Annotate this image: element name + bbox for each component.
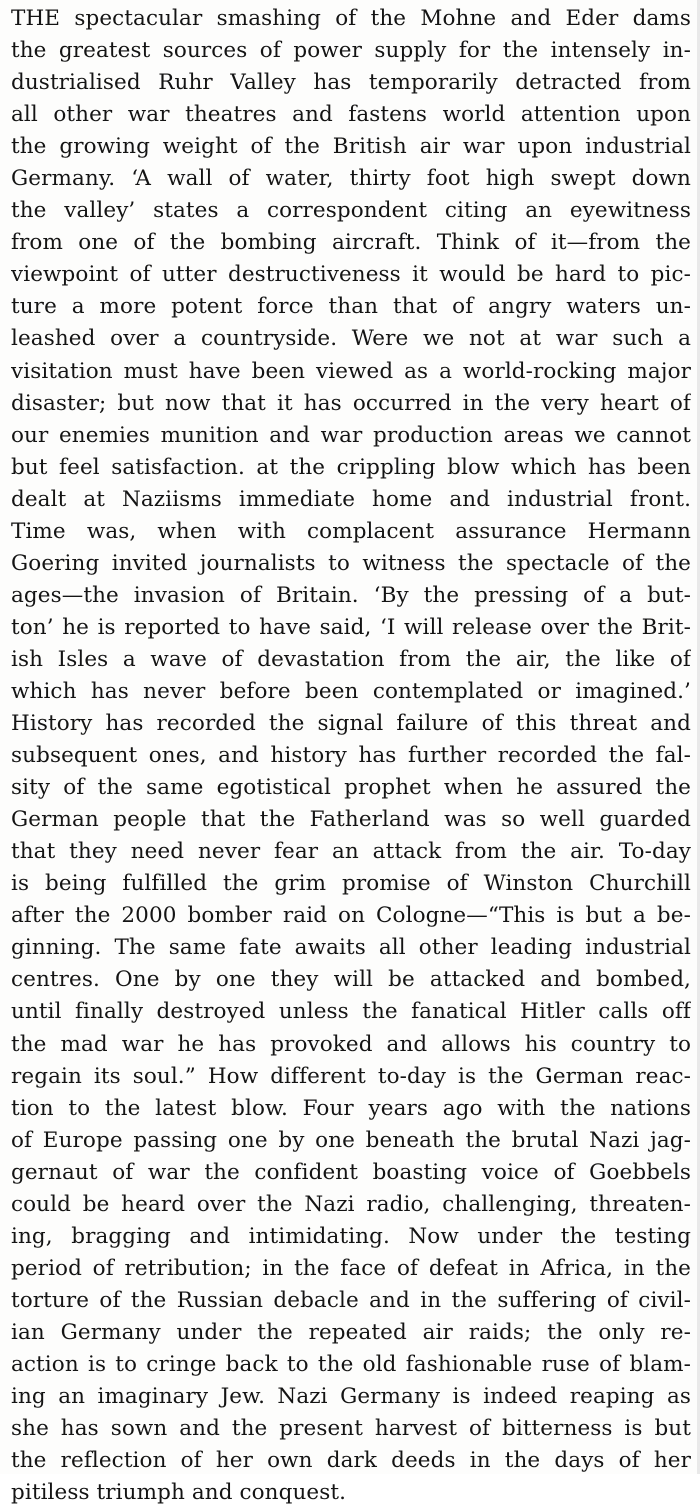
article-line: THE spectacular smashing of the Mohne and Eder dams (11, 6, 691, 31)
article-line: Germany. ‘A wall of water, thirty foot high swept down (11, 166, 691, 192)
article-line: the reflection of her own dark deeds in the days of her (11, 1448, 691, 1474)
article-line: German people that the Fatherland was so well guarded (11, 807, 691, 833)
article-line: ton’ he is reported to have said, ‘I will release over the Brit- (11, 614, 691, 640)
article-line: our enemies munition and war production areas we cannot (11, 422, 691, 448)
article-line: torture of the Russian debacle and in the suffering of civil- (11, 1287, 691, 1313)
article-line: action is to cringe back to the old fashionable ruse of blam- (11, 1351, 691, 1377)
article-line: after the 2000 bomber raid on Cologne—“This is but a be- (11, 903, 691, 929)
article-line: ages—the invasion of Britain. ‘By the pressing of a but- (11, 582, 691, 608)
article-line: the greatest sources of power supply for the intensely in- (11, 38, 691, 64)
article-column (11, 0, 691, 1509)
article-line: that they need never fear an attack from the air. To-day (11, 839, 691, 865)
article-line: dustrialised Ruhr Valley has temporarily detracted from (11, 70, 691, 96)
article-line: dealt at Naziisms immediate home and industrial front. (11, 486, 691, 512)
article-line: is being fulfilled the grim promise of Winston Churchill (11, 871, 691, 897)
article-line: tion to the latest blow. Four years ago with the nations (11, 1095, 691, 1121)
article-line: until finally destroyed unless the fanatical Hitler calls off (11, 999, 691, 1025)
article-line: the valley’ states a correspondent citing an eyewitness (11, 198, 691, 224)
article-line: ing, bragging and intimidating. Now under the testing (11, 1223, 691, 1249)
article-line: from one of the bombing aircraft. Think of it—from the (11, 230, 691, 256)
article-line: which has never before been contemplated or imagined.’ (11, 678, 691, 704)
article-line: Time was, when with complacent assurance Hermann (11, 518, 691, 544)
article-line: the mad war he has provoked and allows his country to (11, 1031, 691, 1057)
article-line: leashed over a countryside. Were we not at war such a (11, 326, 691, 352)
article-line: ish Isles a wave of devastation from the air, the like of (11, 646, 691, 672)
article-line: pitiless triumph and conquest. (11, 1480, 347, 1506)
article-line: subsequent ones, and history has further recorded the fal- (11, 743, 691, 769)
article-line: sity of the same egotistical prophet when he assured the (11, 775, 691, 801)
article-line: all other war theatres and fastens world attention upon (11, 102, 691, 128)
article-line: could be heard over the Nazi radio, challenging, threaten- (11, 1191, 691, 1217)
article-line: ing an imaginary Jew. Nazi Germany is indeed reaping as (11, 1384, 691, 1410)
article-line: ian Germany under the repeated air raids; the only re- (11, 1319, 691, 1345)
article-line: period of retribution; in the face of defeat in Africa, in the (11, 1255, 691, 1281)
article-line: visitation must have been viewed as a world-rocking major (11, 358, 691, 384)
article-line: gernaut of war the confident boasting voice of Goebbels (11, 1159, 691, 1185)
article-line: Goering invited journalists to witness the spectacle of the (11, 550, 691, 576)
article-line: viewpoint of utter destructiveness it would be hard to pic- (11, 262, 691, 288)
article-line: ture a more potent force than that of angry waters un- (11, 294, 691, 320)
article-line: of Europe passing one by one beneath the brutal Nazi jag- (11, 1127, 691, 1153)
article-line: centres. One by one they will be attacked and bombed, (11, 967, 691, 993)
article-line: History has recorded the signal failure of this threat and (11, 711, 691, 737)
article-line: disaster; but now that it has occurred in the very heart of (11, 390, 691, 416)
article-line: ginning. The same fate awaits all other leading industrial (11, 935, 691, 961)
article-line: but feel satisfaction. at the crippling blow which has been (11, 454, 691, 480)
article-line: the growing weight of the British air war upon industrial (11, 134, 691, 160)
article-line: regain its soul.” How different to-day is the German reac- (11, 1063, 691, 1089)
article-line: she has sown and the present harvest of bitterness is but (11, 1416, 691, 1442)
